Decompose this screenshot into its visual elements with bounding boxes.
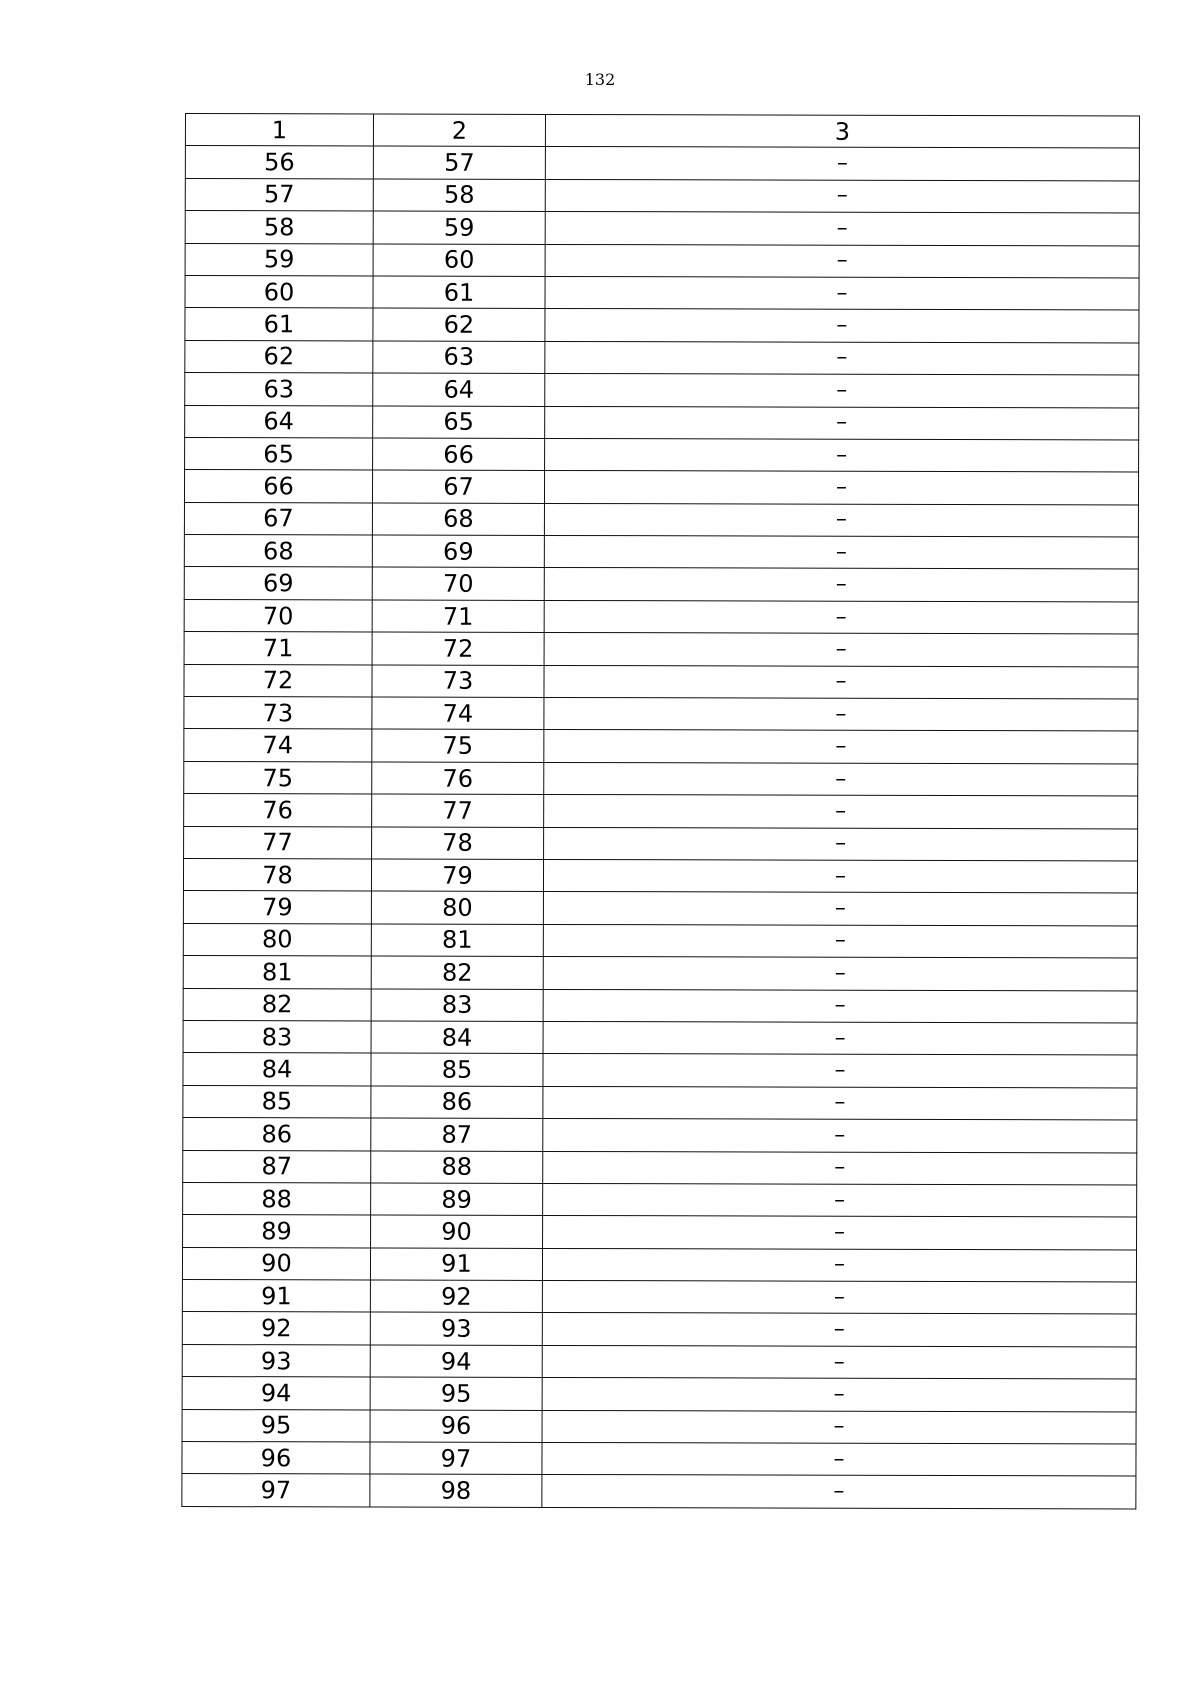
table-cell-col-1: 72 <box>184 664 372 697</box>
table-cell-col-3: – <box>545 276 1139 310</box>
table-row <box>182 1312 1136 1347</box>
table-cell-col-1: 82 <box>183 988 371 1021</box>
table-row <box>183 1182 1137 1217</box>
table-cell-col-3: – <box>543 892 1137 926</box>
header-cell-col-2: 2 <box>373 114 545 147</box>
table-cell-col-2: 65 <box>373 406 545 439</box>
table-cell-col-3: – <box>545 309 1139 343</box>
table-row <box>183 891 1137 926</box>
table-row <box>183 956 1137 991</box>
table-cell-col-1: 71 <box>184 632 372 665</box>
table-cell-col-2: 59 <box>373 211 545 244</box>
table-row <box>185 437 1139 472</box>
table-cell-col-3: – <box>542 1475 1136 1509</box>
table-cell-col-1: 66 <box>184 470 372 503</box>
table-cell-col-3: – <box>543 957 1137 991</box>
table-row <box>182 1474 1136 1509</box>
table-cell-col-1: 88 <box>183 1182 371 1215</box>
table-cell-col-2: 89 <box>371 1183 543 1216</box>
table-cell-col-1: 80 <box>183 923 371 956</box>
table-cell-col-3: – <box>544 471 1138 505</box>
table-row <box>184 697 1138 732</box>
table-cell-col-3: – <box>544 730 1138 764</box>
table-cell-col-2: 88 <box>371 1150 543 1183</box>
table-cell-col-1: 64 <box>185 405 373 438</box>
table-cell-col-3: – <box>545 374 1139 408</box>
table-row <box>184 794 1138 829</box>
table-row <box>182 1442 1136 1477</box>
table-cell-col-3: – <box>545 438 1139 472</box>
table-cell-col-1: 57 <box>185 178 373 211</box>
table-cell-col-1: 96 <box>182 1442 370 1475</box>
table-cell-col-3: – <box>544 795 1138 829</box>
table-cell-col-2: 69 <box>372 535 544 568</box>
table-cell-col-2: 66 <box>373 438 545 471</box>
table-row <box>185 340 1139 375</box>
table-row <box>184 535 1138 570</box>
table-cell-col-1: 95 <box>182 1409 370 1442</box>
table-row <box>184 729 1138 764</box>
table-row <box>185 373 1139 408</box>
table-cell-col-2: 72 <box>372 632 544 665</box>
table-cell-col-3: – <box>544 762 1138 796</box>
table-row <box>184 761 1138 796</box>
table-cell-col-1: 85 <box>183 1085 371 1118</box>
table-cell-col-2: 92 <box>370 1280 542 1313</box>
table-cell-col-3: – <box>543 1119 1137 1153</box>
table-cell-col-1: 84 <box>183 1053 371 1086</box>
table-cell-col-1: 68 <box>184 535 372 568</box>
table-cell-col-1: 73 <box>184 697 372 730</box>
table-cell-col-2: 86 <box>371 1086 543 1119</box>
table-body <box>182 114 1140 1509</box>
table-cell-col-3: – <box>543 859 1137 893</box>
table-cell-col-3: – <box>545 406 1139 440</box>
table-cell-col-2: 93 <box>370 1312 542 1345</box>
table-cell-col-2: 84 <box>371 1021 543 1054</box>
table-cell-col-1: 86 <box>183 1118 371 1151</box>
table-cell-col-1: 76 <box>184 794 372 827</box>
page-number: 132 <box>584 70 616 89</box>
table-cell-col-2: 77 <box>372 794 544 827</box>
table-cell-col-3: – <box>542 1248 1136 1282</box>
table-cell-col-2: 91 <box>370 1248 542 1281</box>
table-row <box>185 178 1139 213</box>
table-cell-col-2: 61 <box>373 276 545 309</box>
table-cell-col-1: 62 <box>185 340 373 373</box>
table-cell-col-1: 83 <box>183 1020 371 1053</box>
table-cell-col-3: – <box>544 503 1138 537</box>
table-cell-col-3: – <box>545 341 1139 375</box>
table-row <box>183 1118 1137 1153</box>
table-row <box>184 826 1138 861</box>
table-cell-col-1: 89 <box>183 1215 371 1248</box>
table-cell-col-1: 78 <box>183 858 371 891</box>
table-cell-col-3: – <box>543 1021 1137 1055</box>
table-cell-col-2: 78 <box>372 827 544 860</box>
table-cell-col-1: 79 <box>183 891 371 924</box>
table-cell-col-2: 87 <box>371 1118 543 1151</box>
table-cell-col-1: 87 <box>183 1150 371 1183</box>
table-cell-col-3: – <box>544 665 1138 699</box>
header-cell-col-3: 3 <box>545 114 1139 148</box>
table-row <box>182 1280 1136 1315</box>
table-cell-col-1: 94 <box>182 1377 370 1410</box>
table-row <box>184 632 1138 667</box>
table-row <box>182 1247 1136 1282</box>
table-cell-col-3: – <box>542 1378 1136 1412</box>
table-cell-col-2: 76 <box>372 762 544 795</box>
table-cell-col-1: 70 <box>184 599 372 632</box>
table-cell-col-3: – <box>543 989 1137 1023</box>
table-cell-col-3: – <box>543 1086 1137 1120</box>
table-row <box>183 1053 1137 1088</box>
table-cell-col-3: – <box>543 1054 1137 1088</box>
table-cell-col-2: 64 <box>373 373 545 406</box>
table-cell-col-1: 97 <box>182 1474 370 1507</box>
table-cell-col-2: 60 <box>373 244 545 277</box>
table-cell-col-2: 70 <box>372 567 544 600</box>
table-row <box>183 1150 1137 1185</box>
table-cell-col-3: – <box>545 147 1139 181</box>
table-cell-col-1: 93 <box>182 1344 370 1377</box>
table-cell-col-2: 73 <box>372 665 544 698</box>
table-cell-col-2: 90 <box>371 1215 543 1248</box>
table-cell-col-1: 59 <box>185 243 373 276</box>
table-cell-col-3: – <box>542 1410 1136 1444</box>
table-cell-col-3: – <box>543 1216 1137 1250</box>
table-row <box>183 858 1137 893</box>
table-cell-col-3: – <box>545 244 1139 278</box>
table-cell-col-3: – <box>544 600 1138 634</box>
table-cell-col-1: 56 <box>185 146 373 179</box>
table-cell-col-3: – <box>542 1345 1136 1379</box>
table-cell-col-2: 79 <box>371 859 543 892</box>
table-row <box>182 1344 1136 1379</box>
table-row <box>184 502 1138 537</box>
table-cell-col-2: 97 <box>370 1442 542 1475</box>
table-cell-col-3: – <box>542 1281 1136 1315</box>
table-cell-col-3: – <box>542 1313 1136 1347</box>
table-row <box>185 308 1139 343</box>
table-cell-col-2: 80 <box>371 891 543 924</box>
table-cell-col-1: 77 <box>184 826 372 859</box>
table-cell-col-3: – <box>545 179 1139 213</box>
table-cell-col-2: 74 <box>372 697 544 730</box>
table-cell-col-3: – <box>544 633 1138 667</box>
table-cell-col-3: – <box>544 827 1138 861</box>
table-cell-col-1: 90 <box>182 1247 370 1280</box>
table-cell-col-2: 62 <box>373 308 545 341</box>
table-cell-col-1: 63 <box>185 373 373 406</box>
table-cell-col-2: 75 <box>372 729 544 762</box>
table-row <box>184 664 1138 699</box>
table-cell-col-2: 95 <box>370 1377 542 1410</box>
header-cell-col-1: 1 <box>185 114 373 147</box>
table-row <box>182 1377 1136 1412</box>
table-cell-col-2: 98 <box>370 1474 542 1507</box>
table-cell-col-1: 74 <box>184 729 372 762</box>
table-cell-col-2: 85 <box>371 1053 543 1086</box>
table-row <box>185 275 1139 310</box>
table-cell-col-3: – <box>544 536 1138 570</box>
table-cell-col-1: 58 <box>185 211 373 244</box>
table-row <box>185 211 1139 246</box>
table-cell-col-2: 83 <box>371 989 543 1022</box>
table-row <box>184 599 1138 634</box>
table-cell-col-1: 81 <box>183 956 371 989</box>
table-row <box>183 988 1137 1023</box>
table-cell-col-1: 65 <box>185 437 373 470</box>
table-row <box>183 1085 1137 1120</box>
table-cell-col-1: 60 <box>185 275 373 308</box>
table-row <box>184 567 1138 602</box>
table-header-row <box>185 114 1139 149</box>
table-cell-col-1: 91 <box>182 1280 370 1313</box>
table-cell-col-3: – <box>543 924 1137 958</box>
table-cell-col-2: 96 <box>370 1410 542 1443</box>
table-row <box>185 405 1139 440</box>
table-cell-col-2: 67 <box>372 470 544 503</box>
table-row <box>185 243 1139 278</box>
table-cell-col-2: 58 <box>373 179 545 212</box>
table-cell-col-2: 82 <box>371 956 543 989</box>
table-cell-col-1: 75 <box>184 761 372 794</box>
data-table <box>181 113 1140 1509</box>
table-row <box>182 1409 1136 1444</box>
table-cell-col-2: 71 <box>372 600 544 633</box>
table-cell-col-1: 92 <box>182 1312 370 1345</box>
table-cell-col-1: 61 <box>185 308 373 341</box>
table-row <box>185 146 1139 181</box>
table-cell-col-1: 67 <box>184 502 372 535</box>
table-cell-col-1: 69 <box>184 567 372 600</box>
table-cell-col-2: 81 <box>371 924 543 957</box>
table-cell-col-2: 63 <box>373 341 545 374</box>
table-row <box>184 470 1138 505</box>
table-cell-col-3: – <box>544 568 1138 602</box>
table-cell-col-2: 68 <box>372 503 544 536</box>
table-cell-col-2: 94 <box>370 1345 542 1378</box>
table-cell-col-3: – <box>544 697 1138 731</box>
table-cell-col-3: – <box>543 1183 1137 1217</box>
table-row <box>183 1215 1137 1250</box>
table-row <box>183 1020 1137 1055</box>
table-cell-col-3: – <box>542 1442 1136 1476</box>
table-cell-col-2: 57 <box>373 146 545 179</box>
table-cell-col-3: – <box>545 212 1139 246</box>
table-cell-col-3: – <box>543 1151 1137 1185</box>
table-row <box>183 923 1137 958</box>
